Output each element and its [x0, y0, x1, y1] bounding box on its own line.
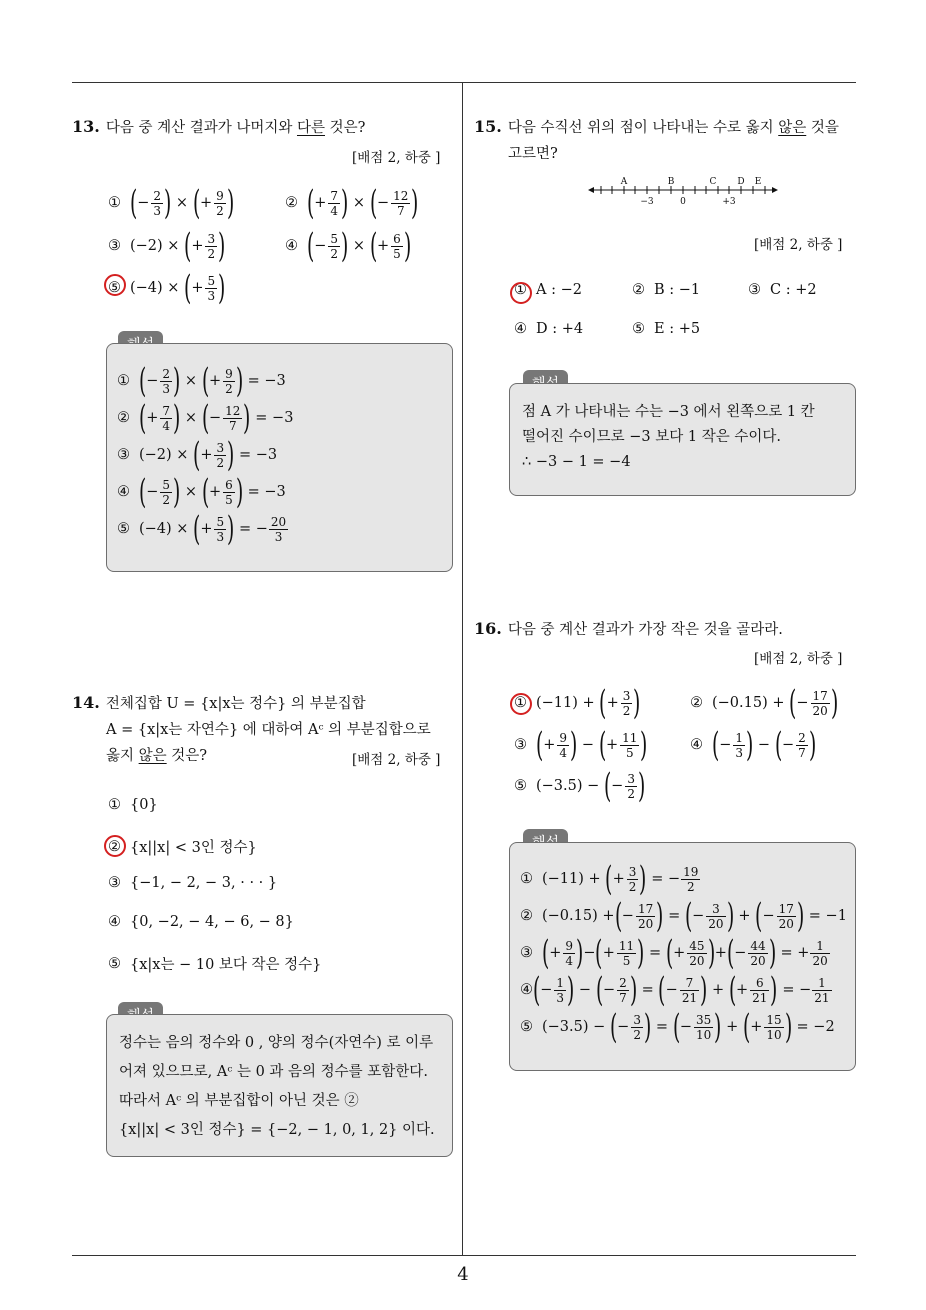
q14-option-2[interactable]: ② {x||x| < 3인 정수} [108, 838, 257, 856]
q16-explain-box [509, 842, 856, 1071]
q13-explain-line-4: ④ ( − $\frac{5}{2}$ ) × ( + $\frac{6}{5}$ ) = −3 [117, 472, 286, 512]
q15-option-3[interactable]: ③ C : +2 [748, 282, 817, 298]
tick-label-neg3: −3 [640, 197, 654, 207]
q13-option-2[interactable]: ② ( + $\frac{7}{4}$ ) × ( − $\frac{12}{7}$ ) [285, 183, 419, 223]
q16-explain-line-4: ④ ( − $\frac{1}{3}$ ) − ( − $\frac{2}{7}$ ) = ( − $\frac{7}{21}$ ) + ( + $\frac{6}{21}$ ) = − $\frac{1}{21}$ [520, 970, 830, 1010]
top-rule [72, 82, 856, 83]
point-b-label: B [667, 177, 675, 187]
q16-option-1[interactable]: ① (−11) + ( + $\frac{3}{2}$ ) [514, 683, 641, 723]
q15-option-4[interactable]: ④ D : +4 [514, 321, 584, 337]
q16-answer-mark [510, 693, 532, 715]
q15-explain-text: 점 A 가 나타내는 수는 −3 에서 왼쪽으로 1 칸 떨어진 수이므로 −3 보다 1 작은 수이다. ∴ −3 − 1 = −4 [522, 404, 815, 470]
column-divider [462, 82, 463, 1255]
q14-explain-text: 정수는 음의 정수와 0 , 양의 정수(자연수) 로 이루 어져 있으므로, Aᶜ 는 0 과 음의 정수를 포함한다. 따라서 Aᶜ 의 부분집합이 아닌 것은 ② {x||x| < 3인 정수} = {−2, − 1, 0, 1, 2} 이다. [119, 1035, 435, 1138]
q15-explain-box [509, 383, 856, 496]
q14-option-5[interactable]: ⑤ {x|x는 − 10 보다 작은 정수} [108, 955, 322, 973]
bottom-rule [72, 1255, 856, 1256]
q16-heading: 16. 다음 중 계산 결과가 가장 작은 것을 골라라. [474, 619, 783, 638]
q16-explain-line-2: ② (−0.15) + ( − $\frac{17}{20}$ ) = ( − $\frac{3}{20}$ ) + ( − $\frac{17}{20}$ ) = −1 [520, 896, 847, 936]
q15-answer-mark [510, 282, 532, 304]
q13-explain-line-3: ③ (−2) × ( + $\frac{3}{2}$ ) = −3 [117, 435, 278, 475]
point-a-label: A [620, 177, 628, 187]
q14-meta: [배점 2, 하중 ] [352, 752, 441, 768]
q15-meta: [배점 2, 하중 ] [754, 237, 843, 253]
q16-option-3[interactable]: ③ ( + $\frac{9}{4}$ ) − ( + $\frac{11}{5}$ ) [514, 725, 648, 765]
q14-option-1[interactable]: ① {0} [108, 797, 158, 813]
point-d-label: D [737, 177, 745, 187]
q13-explain-line-2: ② ( + $\frac{7}{4}$ ) × ( − $\frac{12}{7}$ ) = −3 [117, 398, 294, 438]
q13-explain-line-5: ⑤ (−4) × ( + $\frac{5}{3}$ ) = − $\frac{20}{3}$ [117, 509, 287, 549]
q15-option-1[interactable]: ① A : −2 [514, 282, 582, 298]
q14-option-3[interactable]: ③ {−1, − 2, − 3, · · · } [108, 875, 278, 891]
tick-label-pos3: +3 [722, 197, 736, 207]
page-number: 4 [457, 1264, 469, 1285]
tick-label-0: 0 [680, 197, 686, 207]
point-c-label: C [709, 177, 717, 187]
q13-option-5[interactable]: ⑤ (−4) × ( + $\frac{5}{3}$ ) [108, 268, 226, 308]
q13-option-4[interactable]: ④ ( − $\frac{5}{2}$ ) × ( + $\frac{6}{5}$ ) [285, 226, 412, 266]
q15-option-5[interactable]: ⑤ E : +5 [632, 321, 701, 337]
q16-option-5[interactable]: ⑤ (−3.5) − ( − $\frac{3}{2}$ ) [514, 766, 646, 806]
q13-option-1[interactable]: ① ( − $\frac{2}{3}$ ) × ( + $\frac{9}{2}$ ) [108, 183, 235, 223]
q14-number: 14. [72, 693, 100, 712]
q16-explain-line-3: ③ ( + $\frac{9}{4}$ ) − ( + $\frac{11}{5}$ ) = ( + $\frac{45}{20}$ ) + ( − $\frac{44}{20}$ ) = + $\frac{1}{20}$ [520, 933, 828, 973]
q16-number: 16. [474, 619, 502, 638]
q13-heading: 13. 다음 중 계산 결과가 나머지와 다른 것은? [72, 117, 366, 136]
q14-heading: 14. 전체집합 U = {x|x는 정수} 의 부분집합 A = {x|x는 자연수} 에 대하여 Aᶜ 의 부분집합으로 옳지 않은 것은? [72, 693, 431, 764]
q13-explain-line-1: ① ( − $\frac{2}{3}$ ) × ( + $\frac{9}{2}$ ) = −3 [117, 361, 286, 401]
q16-option-4[interactable]: ④ ( − $\frac{1}{3}$ ) − ( − $\frac{2}{7}$ ) [690, 725, 817, 765]
q14-explain-box [106, 1014, 453, 1157]
q16-option-2[interactable]: ② (−0.15) + ( − $\frac{17}{20}$ ) [690, 683, 839, 723]
q13-meta: [배점 2, 하중 ] [352, 150, 441, 166]
q16-explain-line-1: ① (−11) + ( + $\frac{3}{2}$ ) = − $\frac{19}{2}$ [520, 859, 699, 899]
q14-answer-mark [104, 835, 126, 857]
q15-option-2[interactable]: ② B : −1 [632, 282, 701, 298]
q13-explain-box [106, 343, 453, 572]
q16-meta: [배점 2, 하중 ] [754, 651, 843, 667]
q15-heading: 15. 다음 수직선 위의 점이 나타내는 수로 옳지 않은 것을 고르면? [474, 117, 839, 162]
q13-answer-mark [104, 274, 126, 296]
q13-option-3[interactable]: ③ (−2) × ( + $\frac{3}{2}$ ) [108, 226, 226, 266]
q15-number: 15. [474, 117, 502, 136]
q16-explain-line-5: ⑤ (−3.5) − ( − $\frac{3}{2}$ ) = ( − $\frac{35}{10}$ ) + ( + $\frac{15}{10}$ ) = −2 [520, 1007, 835, 1047]
q13-number: 13. [72, 117, 100, 136]
q15-number-line [588, 174, 780, 210]
point-e-label: E [754, 177, 762, 187]
q14-option-4[interactable]: ④ {0, −2, − 4, − 6, − 8} [108, 914, 294, 930]
